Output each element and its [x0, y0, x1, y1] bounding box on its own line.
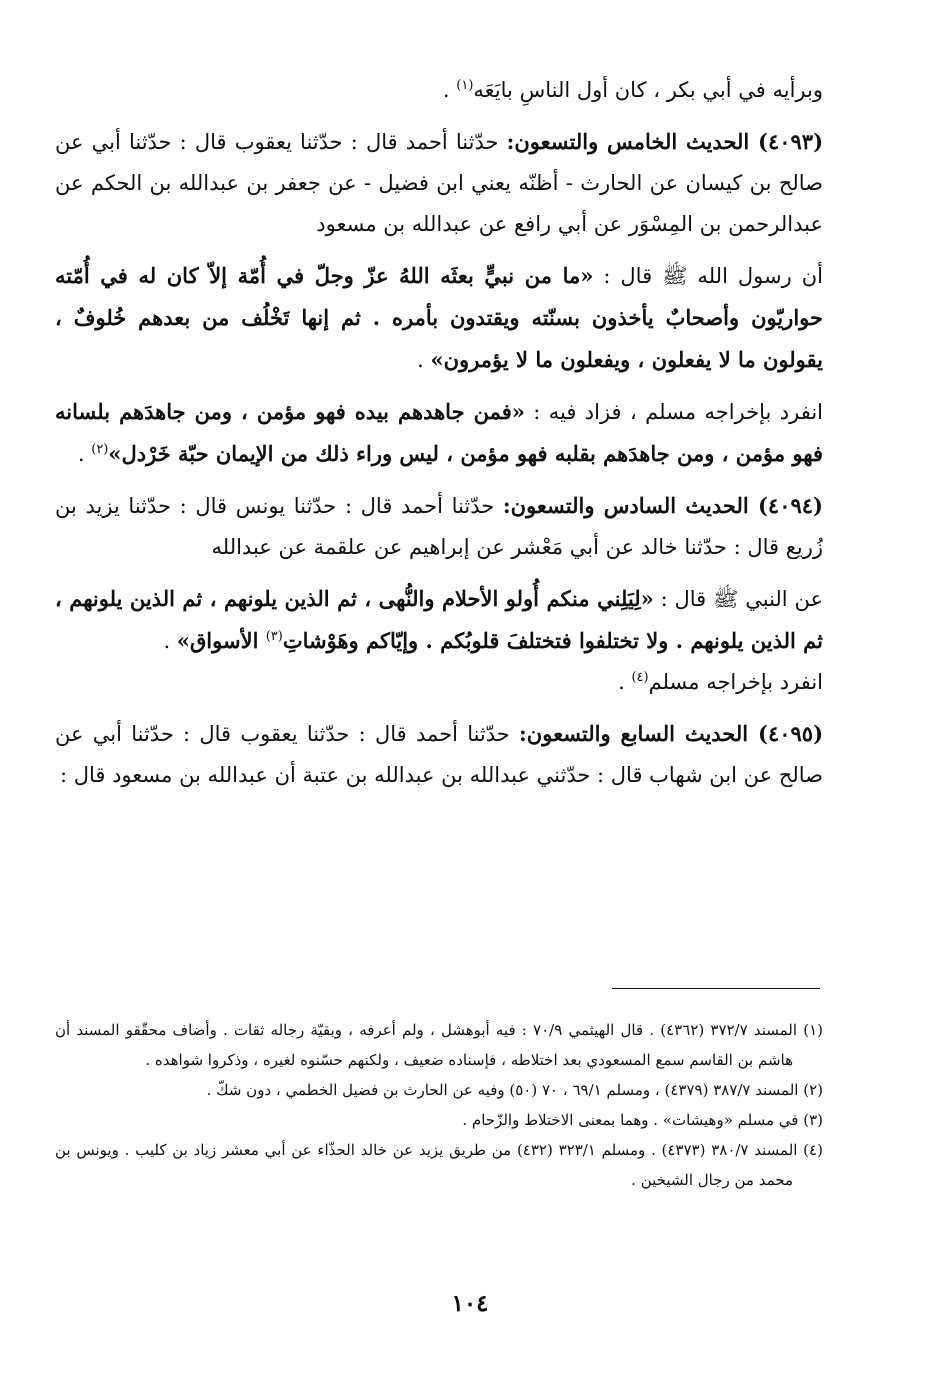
hadith-4093-chain: (٤٠٩٣) الحديث الخامس والتسعون: حدّثنا أحمد قال : حدّثنا يعقوب قال : حدّثنا أبي عن صالح بن كيسان عن الحارث - أظنّه يعني ابن فضيل - عن جعفر بن عبدالله بن الحكم عن عبدالرحمن بن المِسْوَر عن أبي رافع عن عبدالله بن مسعود [55, 129, 824, 236]
hadith-quote: «ما من نبيٍّ بعثَه اللهُ عزّ وجلّ في أُمّة إلاّ كان له في أُمّته حواريّون وأصحابٌ يأخذون بسنّته ويقتدون بأمره . ثم إنها تَخْلُف من بعدهم خُلوفٌ ، يقولون ما لا يفعلون ، ويفعلون ما لا يؤمرون» [55, 263, 823, 372]
footnote-3: (٣) في مسلم «وهيشات» . وهما بمعنى الاختلاط والزّحام . [462, 1111, 823, 1129]
footnote-ref: (٢) [91, 442, 109, 457]
footnotes [55, 1015, 823, 1195]
hadith-quote: «فمن جاهدهم بيده فهو مؤمن ، ومن جاهدَهم بلسانه فهو مؤمن ، ومن جاهدَهم بقلبه فهو مؤمن ، ليس وراء ذلك من الإيمان حبّة خَرْدل» [55, 399, 823, 466]
footnote-ref: (٣) [265, 629, 283, 644]
hadith-4094-note: انفرد بإخراجه مسلم$^{(٤)}$ . [618, 670, 823, 694]
footnote-4: (٤) المسند ٣٨٠/٧ (٤٣٧٣) . ومسلم ٣٢٣/١ (٤٣٢) من طريق يزيد عن خالد الحذّاء عن أبي معشر زياد بن كليب . ويونس بن محمد من رجال الشيخين . [55, 1141, 823, 1189]
footnote-1: (١) المسند ٣٧٢/٧ (٤٣٦٢) . قال الهيثمي ٧٠/٩ : فيه أبوهشل ، ولم أعرفه ، وبقيّة رجاله ثقات . وأضاف محقّقو المسند أن هاشم بن القاسم سمع المسعودي بعد اختلاطه ، فإسناده ضعيف ، ولكنهم حسّنوه لغيره ، وذكروا شواهده . [55, 1021, 823, 1069]
footnote-ref: (١) [456, 78, 474, 93]
hadith-heading: (٤٠٩٥) الحديث السابع والتسعون: [519, 721, 823, 746]
hadith-quote: «لِيَلِني منكم أُولو الأحلام والنُّهى ، ثم الذين يلونهم ، ثم الذين يلونهم ، ثم الذين يلونهم . ولا تختلفوا فتختلفَ قلوبُكم . وإيّاكم وهَوْشاتِ [55, 586, 823, 653]
hadith-4095-chain: (٤٠٩٥) الحديث السابع والتسعون: حدّثنا أحمد قال : حدّثنا يعقوب قال : حدّثنا أبي عن صالح عن ابن شهاب قال : حدّثني عبدالله بن عبدالله بن عتبة أن عبدالله بن مسعود قال : [55, 721, 823, 787]
footnote-separator [612, 988, 820, 989]
page-number: ١٠٤ [451, 1290, 489, 1317]
footnote-2: (٢) المسند ٣٨٧/٧ (٤٣٧٩) ، ومسلم ٦٩/١ ، ٧٠ (٥٠) وفيه عن الحارث بن فضيل الخطمي ، دون شكّ . [206, 1081, 823, 1099]
hadith-heading: (٤٠٩٤) الحديث السادس والتسعون: [502, 493, 823, 518]
hadith-4093-addition: انفرد بإخراجه مسلم ، فزاد فيه : «فمن جاهدهم بيده فهو مؤمن ، ومن جاهدَهم بلسانه فهو مؤمن ، ومن جاهدَهم بقلبه فهو مؤمن ، ليس وراء ذلك من الإيمان حبّة خَرْدل»$^{(٢)}$ . [55, 399, 823, 466]
hadith-4094-chain: (٤٠٩٤) الحديث السادس والتسعون: حدّثنا أحمد قال : حدّثنا يونس قال : حدّثنا يزيد بن زُريع قال : حدّثنا خالد عن أبي مَعْشر عن إبراهيم عن علقمة عن عبدالله [55, 493, 823, 559]
paragraph-continuation: وبرأيه في أبي بكر ، كان أول الناسِ بايَعَه$^{(١)}$ . [442, 78, 823, 102]
hadith-heading: (٤٠٩٣) الحديث الخامس والتسعون: [506, 129, 824, 154]
hadith-4093-text: أن رسول الله ﷺ قال : «ما من نبيٍّ بعثَه اللهُ عزّ وجلّ في أُمّة إلاّ كان له في أُمّته حواريّون وأصحابٌ يأخذون بسنّته ويقتدون بأمره . ثم إنها تَخْلُف من بعدهم خُلوفٌ ، يقولون ما لا يفعلون ، ويفعلون ما لا يؤمرون» . [55, 263, 823, 372]
footnote-ref: (٤) [631, 670, 649, 685]
hadith-4094-text: عن النبي ﷺ قال : «لِيَلِني منكم أُولو الأحلام والنُّهى ، ثم الذين يلونهم ، ثم الذين يلونهم ، ثم الذين يلونهم . ولا تختلفوا فتختلفَ قلوبُكم . وإيّاكم وهَوْشاتِ$^{(٣)}$ الأسواق» . [55, 586, 823, 653]
main-text [55, 70, 823, 806]
